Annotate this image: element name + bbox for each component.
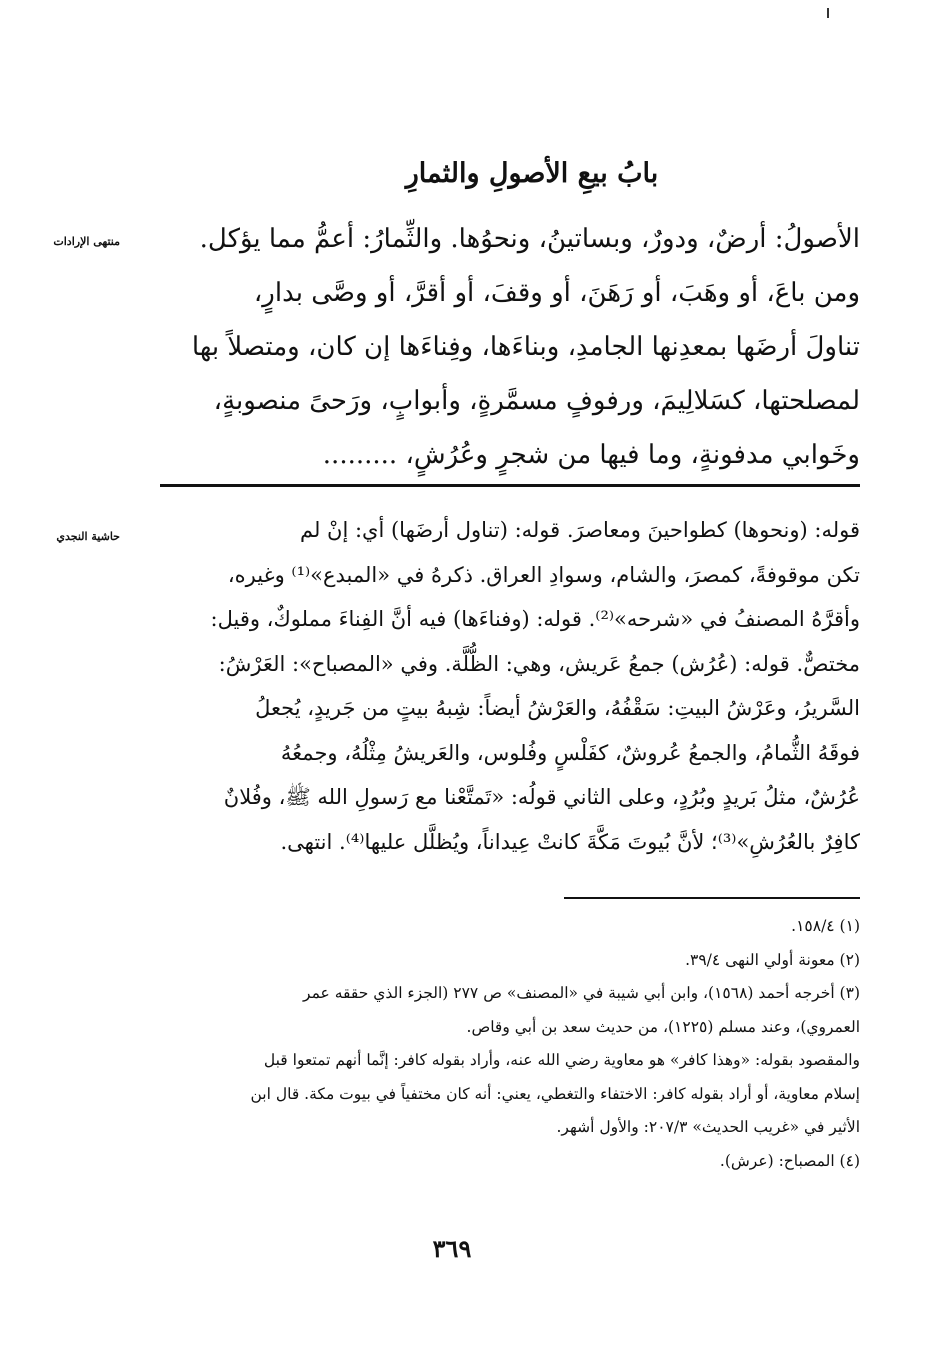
- footnote-line: (٤) المصباح: (عرش).: [719, 1151, 860, 1170]
- footnote-line: (١) ١٥٨/٤.: [791, 917, 860, 935]
- commentary-line: قوله: (ونحوها) كطواحينَ ومعاصرَ. قوله: (تناول أرضَها) أي: إنْ لم: [299, 518, 860, 542]
- main-line: وخَوابي مدفونةٍ، وما فيها من شجرٍ وعُرُشٍ، .........: [322, 440, 860, 470]
- chapter-title: بابُ بيعِ الأصولِ والثمارِ: [405, 158, 659, 189]
- commentary-line: تكن موقوفةً، كمصرَ، والشام، وسوادِ العراق. ذكرهُ في «المبدع»⁽¹⁾ وغيره،: [227, 562, 860, 587]
- footnote-line: والمقصود بقوله: «وهذا كافر» هو معاوية رضي الله عنه، وأراد بقوله كافر: إنَّما أنهم تمتعوا قبل: [263, 1051, 860, 1069]
- commentary-line: السَّريرُ، وعَرْشُ البيتِ: سَقْفُهُ، والعَرْشُ أيضاً: شِبهُ بيتٍ من جَريدٍ، يُجعلُ: [255, 696, 860, 720]
- footnote-line: (٣) أخرجه أحمد (١٥٦٨)، وابن أبي شيبة في «المصنف» ص ٢٧٧ (الجزء الذي حققه عمر: [303, 984, 860, 1002]
- side-label-main: منتهى الإرادات: [53, 235, 120, 248]
- commentary-block: [160, 508, 860, 864]
- main-line: لمصلحتها، كسَلالِيمَ، ورفوفٍ مسمَّرةٍ، وأبوابٍ، ورَحىً منصوبةٍ،: [213, 386, 860, 416]
- section-divider: [160, 484, 860, 487]
- commentary-line: فوقَهُ الثُّمامُ، والجمعُ عُروشٌ، كفَلْسٍ وفُلوس، والعَريشُ مِثْلُهُ، وجمعُهُ: [280, 740, 860, 765]
- side-label-commentary: حاشية النجدي: [56, 530, 120, 543]
- page-number: ٣٦٩: [432, 1234, 472, 1263]
- footnote-line: (٢) معونة أولي النهى ٣٩/٤.: [685, 950, 860, 969]
- footnotes-block: [160, 910, 860, 1178]
- scan-mark: [827, 8, 829, 18]
- footnote-line: العمروي)، وعند مسلم (١٢٢٥)، من حديث سعد بن أبي وقاص.: [466, 1017, 860, 1036]
- commentary-line: كافِرٌ بالعُرُشِ»⁽³⁾؛ لأنَّ بُيوتَ مَكَّةَ كانتْ عِيداناً، ويُظلَّل عليها⁽⁴⁾. انتهى.: [280, 829, 860, 854]
- main-text-block: [162, 212, 860, 482]
- main-line: الأصولُ: أرضٌ، ودورٌ، وبساتينُ، ونحوُها. والثِّمارُ: أعمُّ مما يؤكل.: [199, 224, 860, 254]
- commentary-line: مختصٌّ. قوله: (عُرُش) جمعُ عَريش، وهي: الظُّلَّة. وفي «المصباح»: العَرْشُ:: [218, 651, 860, 676]
- main-line: تناولَ أرضَها بمعدِنها الجامدِ، وبناءَها، وفِناءَها إن كان، ومتصلاً بها: [191, 332, 860, 362]
- footnote-divider: [564, 897, 860, 899]
- footnote-line: إسلام معاوية، أو أراد بقوله كافر: الاختفاء والتغطي، يعني: أنه كان مختفياً في بيوت مكة. قال ابن: [250, 1084, 860, 1103]
- commentary-line: عُرُشٌ، مثلُ بَريدٍ وبُرُدٍ، وعلى الثاني قولُه: «تَمتَّعْنا مع رَسولِ الله ﷺ، وفُلانٌ: [223, 785, 860, 809]
- footnote-line: الأثير في «غريب الحديث» ٢٠٧/٣: والأول أشهر.: [556, 1118, 860, 1136]
- main-line: ومن باعَ، أو وهَبَ، أو رَهَنَ، أو وقفَ، أو أقرَّ، أو وصَّى بدارٍ،: [253, 278, 860, 308]
- commentary-line: وأقرَّهُ المصنفُ في «شرحه»⁽²⁾. قوله: (وفناءَها) فيه أنَّ الفِناءَ مملوكٌ، وقيل:: [210, 607, 860, 631]
